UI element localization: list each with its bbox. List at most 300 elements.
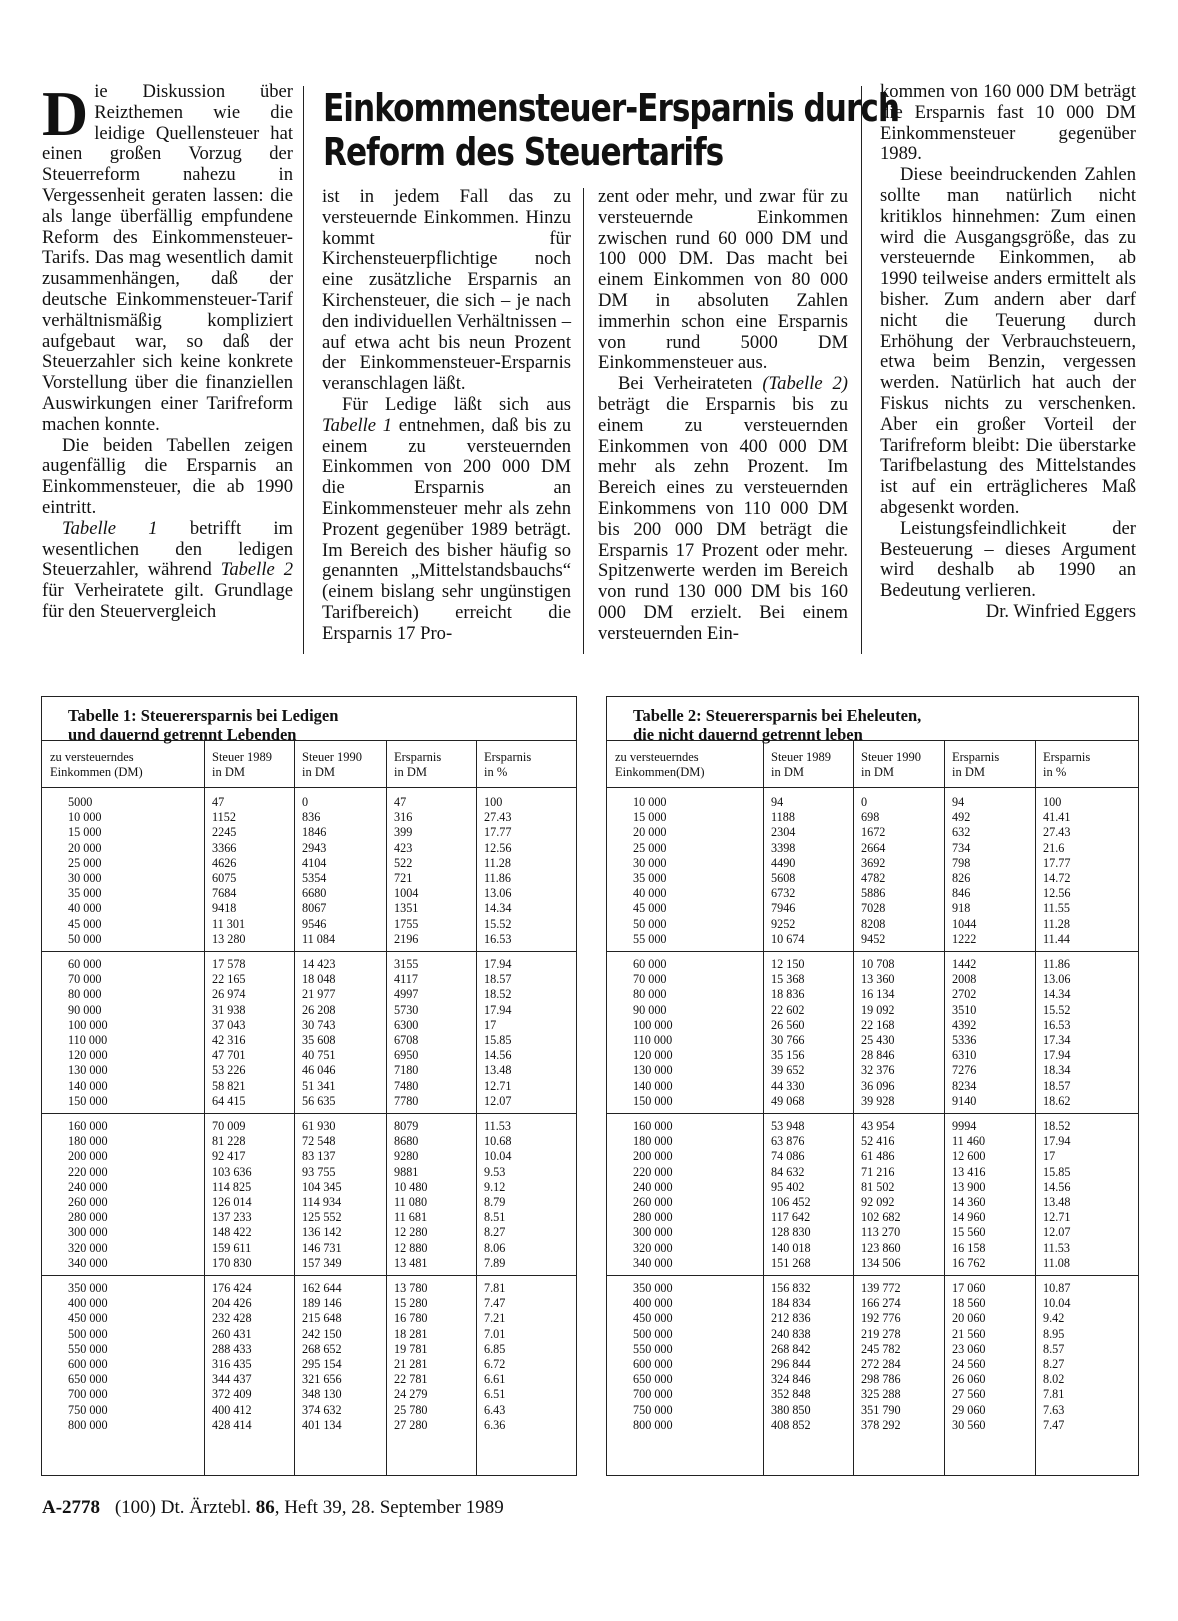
table-cell: 140 000	[68, 1078, 108, 1093]
table-cell: 28 846	[861, 1048, 895, 1063]
table-cell: 320 000	[68, 1240, 108, 1255]
table-cell: 17.94	[1043, 1134, 1071, 1149]
table-cell: 20 000	[68, 840, 102, 855]
table-cell: 71 216	[861, 1164, 895, 1179]
column-divider	[853, 741, 854, 1475]
table-cell: 6732	[771, 886, 796, 901]
table-cell: 36 096	[861, 1078, 895, 1093]
table-cell: 21.6	[1043, 840, 1065, 855]
table-cell: 30 000	[633, 855, 667, 870]
table-cell: 7480	[394, 1078, 419, 1093]
table-cell: 8.27	[1043, 1357, 1065, 1371]
table-cell: 114 825	[212, 1179, 252, 1194]
table-cell: 500 000	[633, 1326, 673, 1341]
table-cell: 11 681	[394, 1210, 428, 1225]
table-cell: 11.86	[1043, 957, 1070, 971]
page-footer: A-2778 (100) Dt. Ärztebl. 86, Heft 39, 28. September 1989	[42, 1497, 504, 1518]
table-cell: 5730	[394, 1002, 419, 1017]
table-cell: 20 060	[952, 1311, 986, 1326]
table-cell: 148 422	[212, 1225, 252, 1240]
table-cell: 316	[394, 810, 413, 825]
table-cell: 7180	[394, 1063, 419, 1078]
table-cell: 2702	[952, 987, 977, 1002]
table-cell: 123 860	[861, 1240, 901, 1255]
table-cell: 10.87	[1043, 1281, 1071, 1295]
table-cell: 320 000	[633, 1240, 673, 1255]
table-cell: 30 766	[771, 1033, 805, 1047]
table-cell: 100	[484, 795, 503, 809]
table-cell: 19 781	[394, 1341, 428, 1356]
table-cell: 10 000	[633, 795, 667, 809]
table-cell: 18.34	[1043, 1063, 1071, 1078]
table-cell: 70 009	[212, 1119, 246, 1133]
table-cell: 550 000	[633, 1341, 673, 1356]
table-cell: 26 974	[212, 987, 246, 1002]
table-cell: 35 000	[68, 886, 102, 901]
table-cell: 17.77	[1043, 855, 1071, 870]
table-cell: 150 000	[633, 1093, 673, 1108]
table-cell: 11 080	[394, 1195, 428, 1209]
table-cell: 40 000	[633, 886, 667, 901]
table-cell: 15 000	[68, 825, 102, 840]
table-cell: 92 417	[212, 1149, 246, 1164]
table-cell: 12.07	[484, 1093, 512, 1108]
table-cell: 120 000	[633, 1048, 673, 1063]
table-cell: 3155	[394, 957, 419, 971]
table-cell: 17.77	[484, 825, 512, 840]
table-cell: 5000	[68, 795, 93, 809]
table-cell: 180 000	[68, 1134, 108, 1149]
table-eheleute	[606, 696, 1139, 1476]
table-cell: 22 781	[394, 1372, 428, 1387]
table-cell: 846	[952, 886, 971, 901]
table-cell: 10 708	[861, 957, 895, 971]
table-cell: 8.27	[484, 1225, 506, 1240]
column-divider	[294, 741, 295, 1475]
column-divider	[204, 741, 205, 1475]
block-separator	[42, 1113, 576, 1114]
table-title: Tabelle 2: Steuerersparnis bei Eheleuten, die nicht dauernd getrennt leben	[607, 697, 1138, 741]
table-cell: 58 821	[212, 1078, 246, 1093]
table-cell: 500 000	[68, 1326, 108, 1341]
table-cell: 400 000	[68, 1296, 108, 1311]
table-cell: 14 960	[952, 1210, 986, 1225]
table-cell: 550 000	[68, 1341, 108, 1356]
table-cell: 130 000	[68, 1063, 108, 1078]
block-separator	[607, 1113, 1138, 1114]
table-cell: 18 281	[394, 1326, 428, 1341]
table-cell: 26 560	[771, 1017, 805, 1032]
table-cell: 159 611	[212, 1240, 252, 1255]
table-cell: 220 000	[633, 1164, 673, 1179]
table-cell: 110 000	[633, 1033, 673, 1047]
table-cell: 15 000	[633, 810, 667, 825]
table-cell: 316 435	[212, 1357, 252, 1371]
table-cell: 8079	[394, 1119, 419, 1133]
table-cell: 39 928	[861, 1093, 895, 1108]
table-cell: 15.52	[484, 916, 512, 931]
table-cell: 50 000	[633, 916, 667, 931]
table-cell: 268 652	[302, 1341, 342, 1356]
table-cell: 700 000	[633, 1387, 673, 1402]
table-cell: 800 000	[68, 1417, 108, 1432]
table-cell: 192 776	[861, 1311, 901, 1326]
table-cell: 2943	[302, 840, 327, 855]
table-cell: 26 060	[952, 1372, 986, 1387]
table-cell: 1846	[302, 825, 327, 840]
table-cell: 6.72	[484, 1357, 506, 1371]
table-cell: 632	[952, 825, 971, 840]
column-header: zu versteuerndes Einkommen (DM)	[50, 750, 143, 779]
table-cell: 6310	[952, 1048, 977, 1063]
table-cell: 600 000	[633, 1357, 673, 1371]
table-cell: 53 226	[212, 1063, 246, 1078]
table-cell: 20 000	[633, 825, 667, 840]
column-divider	[944, 741, 945, 1475]
table-cell: 13.48	[484, 1063, 512, 1078]
table-cell: 18 048	[302, 972, 336, 987]
table-cell: 60 000	[68, 957, 102, 971]
table-cell: 41.41	[1043, 810, 1071, 825]
table-cell: 9280	[394, 1149, 419, 1164]
table-cell: 1755	[394, 916, 419, 931]
article-author: Dr. Winfried Eggers	[985, 600, 1136, 622]
table-cell: 14.34	[1043, 987, 1071, 1002]
page-code: A-2778	[42, 1497, 101, 1518]
table-cell: 300 000	[68, 1225, 108, 1240]
table-cell: 63 876	[771, 1134, 805, 1149]
table-cell: 6.43	[484, 1402, 506, 1417]
table-cell: 268 842	[771, 1341, 811, 1356]
table-cell: 61 930	[302, 1119, 336, 1133]
table-cell: 220 000	[68, 1164, 108, 1179]
article-column-2	[322, 187, 571, 645]
table-cell: 6708	[394, 1033, 419, 1047]
table-cell: 103 636	[212, 1164, 252, 1179]
table-cell: 8680	[394, 1134, 419, 1149]
table-cell: 734	[952, 840, 971, 855]
table-cell: 1351	[394, 901, 419, 916]
table-cell: 9.42	[1043, 1311, 1065, 1326]
table-cell: 348 130	[302, 1387, 342, 1402]
table-cell: 104 345	[302, 1179, 342, 1194]
table-cell: 10 000	[68, 810, 102, 825]
table-cell: 11 084	[302, 931, 336, 946]
table-cell: 18.52	[484, 987, 512, 1002]
table-cell: 8.02	[1043, 1372, 1065, 1387]
table-cell: 17.34	[1043, 1033, 1071, 1047]
column-header: Steuer 1990 in DM	[861, 750, 922, 779]
table-cell: 2008	[952, 972, 977, 987]
table-cell: 11.28	[484, 855, 511, 870]
article-paragraph: zent oder mehr, und zwar für zu versteuernde Einkommen zwischen rund 60 000 DM und 100 000 DM. Das macht bei einem Einkommen von 80 000 DM in absoluten Zahlen immerhin schon eine Ersparnis von rund 5000 DM Einkommensteuer aus.	[598, 186, 848, 374]
table-cell: 6075	[212, 871, 237, 885]
table-cell: 81 502	[861, 1179, 895, 1194]
table-cell: 29 060	[952, 1402, 986, 1417]
table-cell: 17.94	[484, 1002, 512, 1017]
table-cell: 522	[394, 855, 413, 870]
table-cell: 136 142	[302, 1225, 342, 1240]
header-rule	[42, 787, 576, 788]
table-cell: 24 560	[952, 1357, 986, 1371]
column-rule	[303, 86, 304, 654]
table-cell: 2664	[861, 840, 886, 855]
table-cell: 32 376	[861, 1063, 895, 1078]
table-cell: 12 280	[394, 1225, 428, 1240]
table-cell: 18 836	[771, 987, 805, 1002]
table-cell: 200 000	[68, 1149, 108, 1164]
table-cell: 26 208	[302, 1002, 336, 1017]
table-cell: 1044	[952, 916, 977, 931]
table-cell: 7.21	[484, 1311, 506, 1326]
table-cell: 128 830	[771, 1225, 811, 1240]
table-cell: 4490	[771, 855, 796, 870]
table-cell: 12.71	[1043, 1210, 1071, 1225]
table-cell: 200 000	[633, 1149, 673, 1164]
table-cell: 60 000	[633, 957, 667, 971]
table-cell: 16 158	[952, 1240, 986, 1255]
table-cell: 120 000	[68, 1048, 108, 1063]
table-cell: 8.79	[484, 1195, 506, 1209]
table-cell: 16 134	[861, 987, 895, 1002]
table-cell: 17	[1043, 1149, 1056, 1164]
table-cell: 8067	[302, 901, 327, 916]
table-cell: 14 423	[302, 957, 336, 971]
table-cell: 240 000	[68, 1179, 108, 1194]
column-header: Steuer 1990 in DM	[302, 750, 363, 779]
table-cell: 100 000	[68, 1017, 108, 1032]
table-cell: 650 000	[68, 1372, 108, 1387]
table-cell: 21 281	[394, 1357, 428, 1371]
table-cell: 30 743	[302, 1017, 336, 1032]
table-cell: 12 150	[771, 957, 805, 971]
table-cell: 721	[394, 871, 413, 885]
table-cell: 798	[952, 855, 971, 870]
table-cell: 7.89	[484, 1255, 506, 1270]
table-cell: 56 635	[302, 1093, 336, 1108]
article-paragraph: Leistungsfeindlichkeit der Besteuerung – dieses Argument wird deshalb ab 1990 an Bedeutung verlieren.	[880, 517, 1136, 602]
table-cell: 826	[952, 871, 971, 885]
table-cell: 16 762	[952, 1255, 986, 1270]
column-rule	[861, 86, 862, 654]
table-cell: 13 416	[952, 1164, 986, 1179]
table-cell: 10.04	[1043, 1296, 1071, 1311]
table-cell: 240 000	[633, 1179, 673, 1194]
column-header: Steuer 1989 in DM	[212, 750, 273, 779]
table-cell: 1672	[861, 825, 886, 840]
table-cell: 11.55	[1043, 901, 1070, 916]
table-cell: 6.61	[484, 1372, 506, 1387]
table-cell: 4104	[302, 855, 327, 870]
table-cell: 8.06	[484, 1240, 506, 1255]
block-separator	[607, 1275, 1138, 1276]
table-cell: 6.36	[484, 1417, 506, 1432]
table-cell: 40 751	[302, 1048, 336, 1063]
column-divider	[763, 741, 764, 1475]
table-cell: 14.56	[1043, 1179, 1071, 1194]
table-cell: 27.43	[1043, 825, 1071, 840]
table-cell: 55 000	[633, 931, 667, 946]
table-cell: 11.53	[1043, 1240, 1070, 1255]
table-cell: 18.52	[1043, 1119, 1071, 1133]
table-cell: 9994	[952, 1119, 977, 1133]
table-cell: 918	[952, 901, 971, 916]
table-cell: 61 486	[861, 1149, 895, 1164]
table-cell: 4626	[212, 855, 237, 870]
table-cell: 35 000	[633, 871, 667, 885]
table-cell: 288 433	[212, 1341, 252, 1356]
table-cell: 47	[212, 795, 225, 809]
table-cell: 5336	[952, 1033, 977, 1047]
table-cell: 106 452	[771, 1195, 811, 1209]
table-cell: 245 782	[861, 1341, 901, 1356]
table-cell: 400 412	[212, 1402, 252, 1417]
table-cell: 16.53	[1043, 1017, 1071, 1032]
table-cell: 212 836	[771, 1311, 811, 1326]
column-divider	[1035, 741, 1036, 1475]
table-cell: 180 000	[633, 1134, 673, 1149]
table-cell: 170 830	[212, 1255, 252, 1270]
table-cell: 750 000	[68, 1402, 108, 1417]
table-cell: 30 000	[68, 871, 102, 885]
table-cell: 84 632	[771, 1164, 805, 1179]
table-cell: 17 578	[212, 957, 246, 971]
table-cell: 11 460	[952, 1134, 986, 1149]
table-cell: 300 000	[633, 1225, 673, 1240]
table-cell: 800 000	[633, 1417, 673, 1432]
table-cell: 7.01	[484, 1326, 506, 1341]
article-paragraph: Die beiden Tabellen zeigen augenfällig die Ersparnis an Einkommensteuer, die ab 1990 eintritt.	[42, 434, 293, 518]
table-cell: 184 834	[771, 1296, 811, 1311]
table-cell: 2304	[771, 825, 796, 840]
table-cell: 90 000	[68, 1002, 102, 1017]
table-cell: 160 000	[633, 1119, 673, 1133]
table-cell: 423	[394, 840, 413, 855]
table-cell: 7.81	[484, 1281, 506, 1295]
table-cell: 6.85	[484, 1341, 506, 1356]
table-cell: 13 280	[212, 931, 246, 946]
table-cell: 117 642	[771, 1210, 811, 1225]
table-cell: 9452	[861, 931, 886, 946]
column-header: Ersparnis in DM	[952, 750, 1000, 779]
table-cell: 22 168	[861, 1017, 895, 1032]
table-cell: 16.53	[484, 931, 512, 946]
table-cell: 5886	[861, 886, 886, 901]
table-cell: 13 900	[952, 1179, 986, 1194]
table-cell: 6.51	[484, 1387, 506, 1402]
table-cell: 46 046	[302, 1063, 336, 1078]
table-cell: 7028	[861, 901, 886, 916]
block-separator	[607, 951, 1138, 952]
table-cell: 40 000	[68, 901, 102, 916]
table-cell: 19 092	[861, 1002, 895, 1017]
table-cell: 47 701	[212, 1048, 246, 1063]
table-cell: 324 846	[771, 1372, 811, 1387]
table-cell: 280 000	[633, 1210, 673, 1225]
table-cell: 380 850	[771, 1402, 811, 1417]
table-cell: 17	[484, 1017, 497, 1032]
table-cell: 22 165	[212, 972, 246, 987]
table-cell: 15 280	[394, 1296, 428, 1311]
table-cell: 18.57	[1043, 1078, 1071, 1093]
table-cell: 3510	[952, 1002, 977, 1017]
table-cell: 24 279	[394, 1387, 428, 1402]
volume-number: 86	[255, 1497, 275, 1518]
table-cell: 16 780	[394, 1311, 428, 1326]
article-column-4	[880, 82, 1136, 623]
table-cell: 102 682	[861, 1210, 901, 1225]
table-cell: 8.51	[484, 1210, 506, 1225]
table-cell: 4997	[394, 987, 419, 1002]
table-cell: 47	[394, 795, 407, 809]
table-cell: 6680	[302, 886, 327, 901]
table-cell: 4117	[394, 972, 418, 987]
table-cell: 12.71	[484, 1078, 512, 1093]
table-cell: 15.85	[1043, 1164, 1071, 1179]
table-cell: 150 000	[68, 1093, 108, 1108]
table-cell: 52 416	[861, 1134, 895, 1149]
table-cell: 92 092	[861, 1195, 895, 1209]
table-cell: 0	[302, 795, 309, 809]
table-cell: 37 043	[212, 1017, 246, 1032]
table-cell: 95 402	[771, 1179, 805, 1194]
table-cell: 280 000	[68, 1210, 108, 1225]
table-cell: 42 316	[212, 1033, 246, 1047]
block-separator	[42, 951, 576, 952]
table-cell: 110 000	[68, 1033, 108, 1047]
table-cell: 9252	[771, 916, 796, 931]
table-title: Tabelle 1: Steuerersparnis bei Ledigen und dauernd getrennt Lebenden	[42, 697, 576, 741]
table-cell: 8.57	[1043, 1341, 1065, 1356]
table-cell: 27 280	[394, 1417, 428, 1432]
table-cell: 22 602	[771, 1002, 805, 1017]
table-cell: 325 288	[861, 1387, 901, 1402]
table-cell: 14 360	[952, 1195, 986, 1209]
table-cell: 70 000	[68, 972, 102, 987]
article-paragraph: Tabelle 1 betrifft im wesentlichen den ledigen Steuerzahler, während Tabelle 2 für Verheiratete gilt. Grundlage für den Steuervergleich	[42, 517, 293, 622]
table-cell: 7684	[212, 886, 237, 901]
table-ledige	[41, 696, 577, 1476]
table-cell: 13 481	[394, 1255, 428, 1270]
table-cell: 157 349	[302, 1255, 342, 1270]
table-cell: 25 000	[633, 840, 667, 855]
table-cell: 240 838	[771, 1326, 811, 1341]
table-cell: 17.94	[484, 957, 512, 971]
table-cell: 450 000	[633, 1311, 673, 1326]
table-cell: 17 060	[952, 1281, 986, 1295]
table-cell: 18.62	[1043, 1093, 1071, 1108]
table-cell: 8208	[861, 916, 886, 931]
table-cell: 352 848	[771, 1387, 811, 1402]
table-cell: 204 426	[212, 1296, 252, 1311]
table-cell: 7780	[394, 1093, 419, 1108]
table-cell: 25 000	[68, 855, 102, 870]
table-cell: 74 086	[771, 1149, 805, 1164]
column-rule	[583, 188, 584, 654]
table-cell: 401 134	[302, 1417, 342, 1432]
table-cell: 156 832	[771, 1281, 811, 1295]
table-cell: 492	[952, 810, 971, 825]
table-cell: 44 330	[771, 1078, 805, 1093]
table-cell: 93 755	[302, 1164, 336, 1179]
table-cell: 5354	[302, 871, 327, 885]
table-cell: 53 948	[771, 1119, 805, 1133]
table-cell: 242 150	[302, 1326, 342, 1341]
table-cell: 51 341	[302, 1078, 336, 1093]
table-cell: 4392	[952, 1017, 977, 1032]
table-cell: 140 000	[633, 1078, 673, 1093]
table-cell: 11.28	[1043, 916, 1070, 931]
